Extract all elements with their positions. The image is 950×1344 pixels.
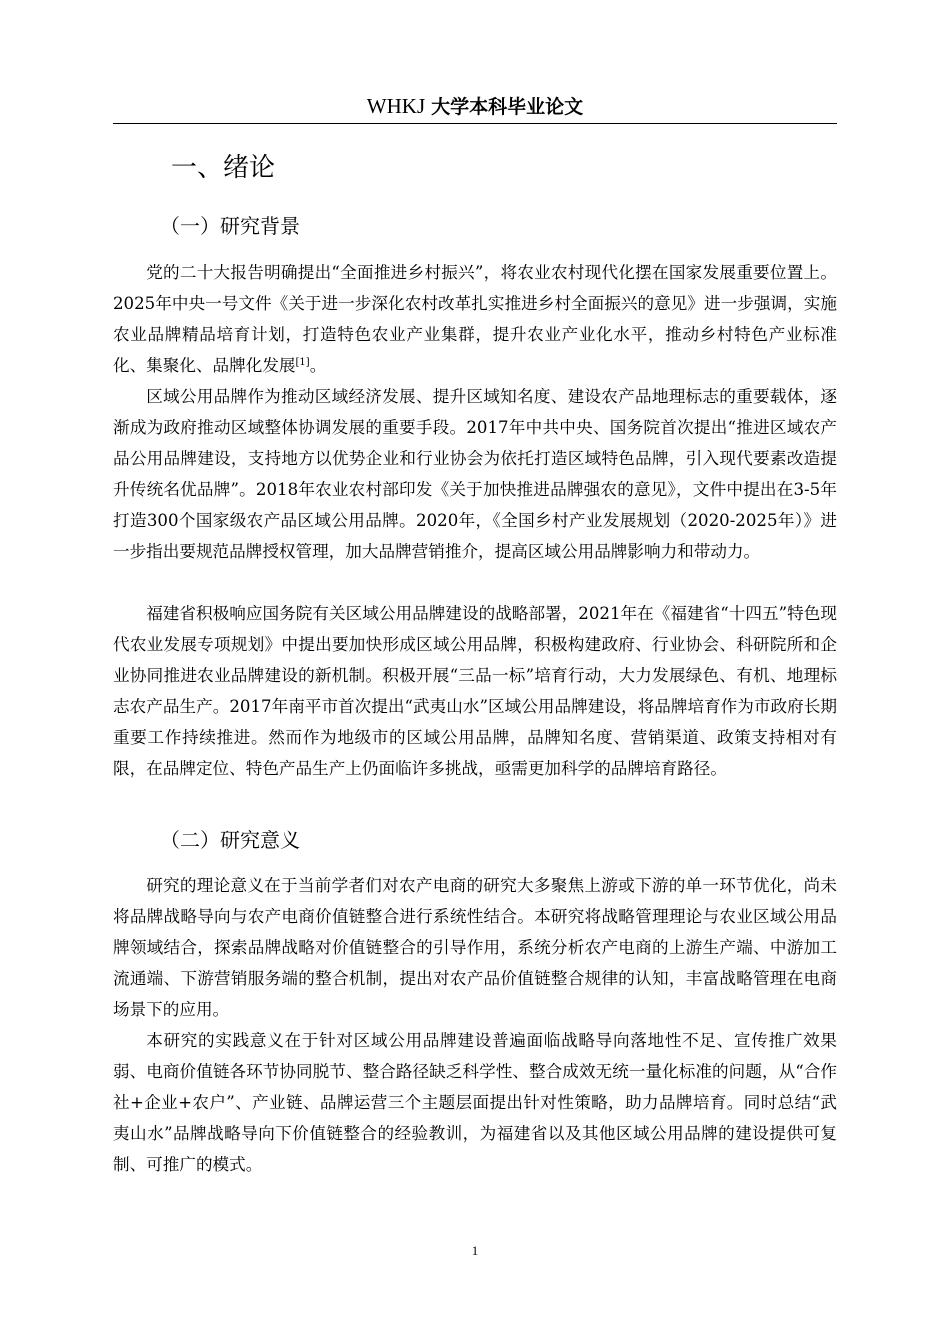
paragraph-background-3: 福建省积极响应国务院有关区域公用品牌建设的战略部署，2021年在《福建省“十四五”特色现代农业发展专项规划》中提出要加快形成区域公用品牌，积极构建政府、行业协会、科研院所和企业协同推进农业品牌建设的新机制。积极开展“三品一标”培育行动，大力发展绿色、有机、地理标志农产品生产。2017年南平市首次提出“武夷山水”区域公用品牌建设，将品牌培育作为市政府长期重要工作持续推进。然而作为地级市的区域公用品牌，品牌知名度、营销渠道、政策支持相对有限，在品牌定位、特色产品生产上仍面临许多挑战，亟需更加科学的品牌培育路径。 bbox=[113, 604, 837, 778]
paragraph-background-2: 区域公用品牌作为推动区域经济发展、提升区域知名度、建设农产品地理标志的重要载体，逐渐成为政府推动区域整体协调发展的重要手段。2017年中共中央、国务院首次提出“推进区域农产品公用品牌建设，支持地方以优势企业和行业协会为依托打造区域特色品牌，引入现代要素改造提升传统名优品牌”。2018年农业农村部印发《关于加快推进品牌强农的意见》，文件中提出在3-5年打造300个国家级农产品区域公用品牌。2020年，《全国乡村产业发展规划（2020-2025年）》进一步指出要规范品牌授权管理，加大品牌营销推介，提高区域公用品牌影响力和带动力。 bbox=[113, 387, 837, 561]
header-rule bbox=[113, 123, 837, 124]
page-number: 1 bbox=[471, 1243, 479, 1258]
section-title-significance: （二）研究意义 bbox=[160, 828, 300, 852]
paragraph-significance-1: 研究的理论意义在于当前学者们对农产电商的研究大多聚焦上游或下游的单一环节优化，尚未将品牌战略导向与农产电商价值链整合进行系统性结合。本研究将战略管理理论与农业区域公用品牌领域结合，探索品牌战略对价值链整合的引导作用，系统分析农产电商的上游生产端、中游加工流通端、下游营销服务端的整合机制，提出对农产品价值链整合规律的认知，丰富战略管理在电商场景下的应用。 bbox=[113, 876, 837, 1019]
section-title-background: （一）研究背景 bbox=[160, 214, 300, 238]
header-cjk-text: 大学本科毕业论文 bbox=[431, 96, 584, 118]
chapter-title: 一、绪论 bbox=[171, 153, 276, 183]
paragraph-significance-2: 本研究的实践意义在于针对区域公用品牌建设普遍面临战略导向落地性不足、宣传推广效果弱、电商价值链各环节协同脱节、整合路径缺乏科学性、整合成效无统一量化标准的问题，从“合作社+企业+农户”、产业链、品牌运营三个主题层面提出针对性策略，助力品牌培育。同时总结“武夷山水”品牌战略导向下价值链整合的经验教训，为福建省以及其他区域公用品牌的建设提供可复制、可推广的模式。 bbox=[113, 1031, 837, 1174]
citation-marker: [1] bbox=[295, 357, 310, 368]
paragraph-text: 党的二十大报告明确提出“全面推进乡村振兴”，将农业农村现代化摆在国家发展重要位置上。2025年中央一号文件《关于进一步深化农村改革扎实推进乡村全面振兴的意见》进一步强调，实施农业品牌精品培育计划，打造特色农业产业集群，提升农业产业化水平，推动乡村特色产业标准化、集聚化、品牌化发展 bbox=[113, 263, 837, 375]
paragraph-tail: 。 bbox=[309, 356, 327, 375]
running-header bbox=[113, 93, 837, 120]
header-latin-text: WHKJ bbox=[366, 94, 426, 118]
paragraph-background-1 bbox=[113, 257, 837, 381]
